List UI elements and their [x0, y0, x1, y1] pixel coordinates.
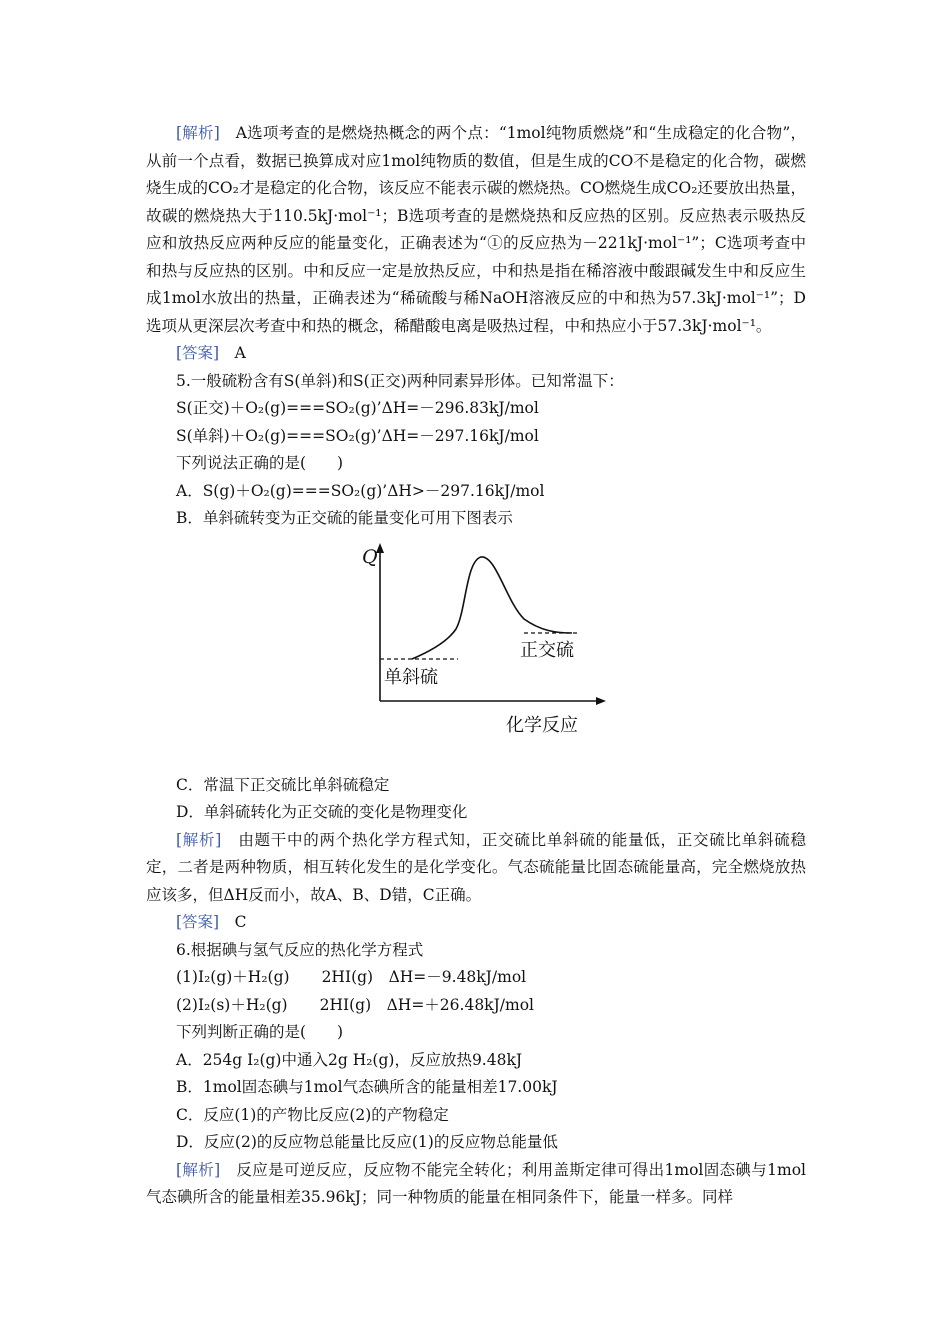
q4-analysis-text: A选项考查的是燃烧热概念的两个点：“1mol纯物质燃烧”和“生成稳定的化合物”，从前一个点看，数据已换算成对应1mol纯物质的数值，但是生成的CO不是稳定的化合物，碳燃烧生成的CO₂才是稳定的化合物，该反应不能表示碳的燃烧热。CO燃烧生成CO₂还要放出热量，故碳的燃烧热大于110.5kJ·mol⁻¹；B选项考查的是燃烧热和反应热的区别。反应热表示吸热反应和放热反应两种反应的能量变化，正确表述为“①的反应热为－221kJ·mol⁻¹”；C选项考查中和热与反应热的区别。中和反应一定是放热反应，中和热是指在稀溶液中酸跟碱发生中和反应生成1mol水放出的热量，正确表述为“稀硫酸与稀NaOH溶液反应的中和热为57.3kJ·mol⁻¹”；D选项从更深层次考查中和热的概念，稀醋酸电离是吸热过程，中和热应小于57.3kJ·mol⁻¹。 [146, 124, 806, 335]
q6-option-d: D．反应(2)的反应物总能量比反应(1)的反应物总能量低 [176, 1133, 558, 1151]
answer-tag: [答案] [176, 913, 220, 931]
energy-diagram-svg [356, 541, 606, 761]
energy-diagram [146, 541, 806, 766]
q5-equation-1: S(正交)＋O₂(g)===SO₂(g)’ΔH=－296.83kJ/mol [176, 399, 539, 417]
q6-prompt: 下列判断正确的是( ) [176, 1023, 344, 1041]
q6-eq1-right: 2HI(g) ΔH=－9.48kJ/mol [321, 968, 527, 986]
q5-analysis-text: 由题干中的两个热化学方程式知，正交硫比单斜硫的能量低，正交硫比单斜硫稳定，二者是两种物质，相互转化发生的是化学变化。气态硫能量比固态硫能量高，完全燃烧放热应该多，但ΔH反而小，故A、B、D错，C正确。 [146, 830, 806, 904]
monoclinic-label: 单斜硫 [384, 666, 438, 688]
orthorhombic-label: 正交硫 [520, 639, 574, 661]
q5-stem: 5.一般硫粉含有S(单斜)和S(正交)两种同素异形体。已知常温下： [176, 371, 624, 390]
x-axis-label: 化学反应 [506, 714, 578, 736]
q5-equation-2: S(单斜)＋O₂(g)===SO₂(g)’ΔH=－297.16kJ/mol [176, 426, 539, 445]
answer-tag: [答案] [176, 344, 220, 362]
q6-equation-1 [146, 964, 806, 992]
q6-option-b: B．1mol固态碘与1mol气态碘所含的能量相差17.00kJ [176, 1078, 558, 1096]
q6-option-a: A．254g I₂(g)中通入2g H₂(g)，反应放热9.48kJ [176, 1050, 523, 1069]
q6-equation-2 [146, 992, 806, 1020]
q5-answer-value: C [234, 913, 247, 931]
x-axis-arrow [596, 697, 606, 705]
q5-option-c: C．常温下正交硫比单斜硫稳定 [176, 775, 390, 794]
q6-option-c: C．反应(1)的产物比反应(2)的产物稳定 [176, 1105, 449, 1124]
document-content [146, 120, 806, 1212]
analysis-tag: [解析] [176, 124, 220, 142]
q4-answer-value: A [234, 344, 246, 362]
q4-analysis [146, 120, 806, 340]
q6-eq2-right: 2HI(g) ΔH=＋26.48kJ/mol [319, 995, 534, 1014]
q6-eq1-left: (1)I₂(g)＋H₂(g) [176, 968, 290, 986]
q5-option-d: D．单斜硫转化为正交硫的变化是物理变化 [176, 803, 468, 821]
q6-stem: 6.根据碘与氢气反应的热化学方程式 [176, 940, 424, 959]
analysis-tag: [解析] [176, 830, 222, 849]
q5-answer [146, 909, 806, 937]
q5-option-b: B．单斜硫转变为正交硫的能量变化可用下图表示 [176, 509, 513, 527]
q6-eq2-left: (2)I₂(s)＋H₂(g) [176, 995, 288, 1014]
q5-prompt: 下列说法正确的是( ) [176, 454, 344, 472]
q4-answer [146, 340, 806, 368]
q6-analysis [146, 1157, 806, 1212]
q6-analysis-text: 反应是可逆反应，反应物不能完全转化；利用盖斯定律可得出1mol固态碘与1mol气态碘所含的能量相差35.96kJ；同一种物质的能量在相同条件下，能量一样多。同样 [146, 1160, 806, 1206]
q5-analysis [146, 827, 806, 910]
q5-option-a: A．S(g)＋O₂(g)===SO₂(g)’ΔH>－297.16kJ/mol [176, 481, 545, 500]
y-axis-label: Q [362, 545, 378, 568]
analysis-tag: [解析] [176, 1160, 221, 1179]
